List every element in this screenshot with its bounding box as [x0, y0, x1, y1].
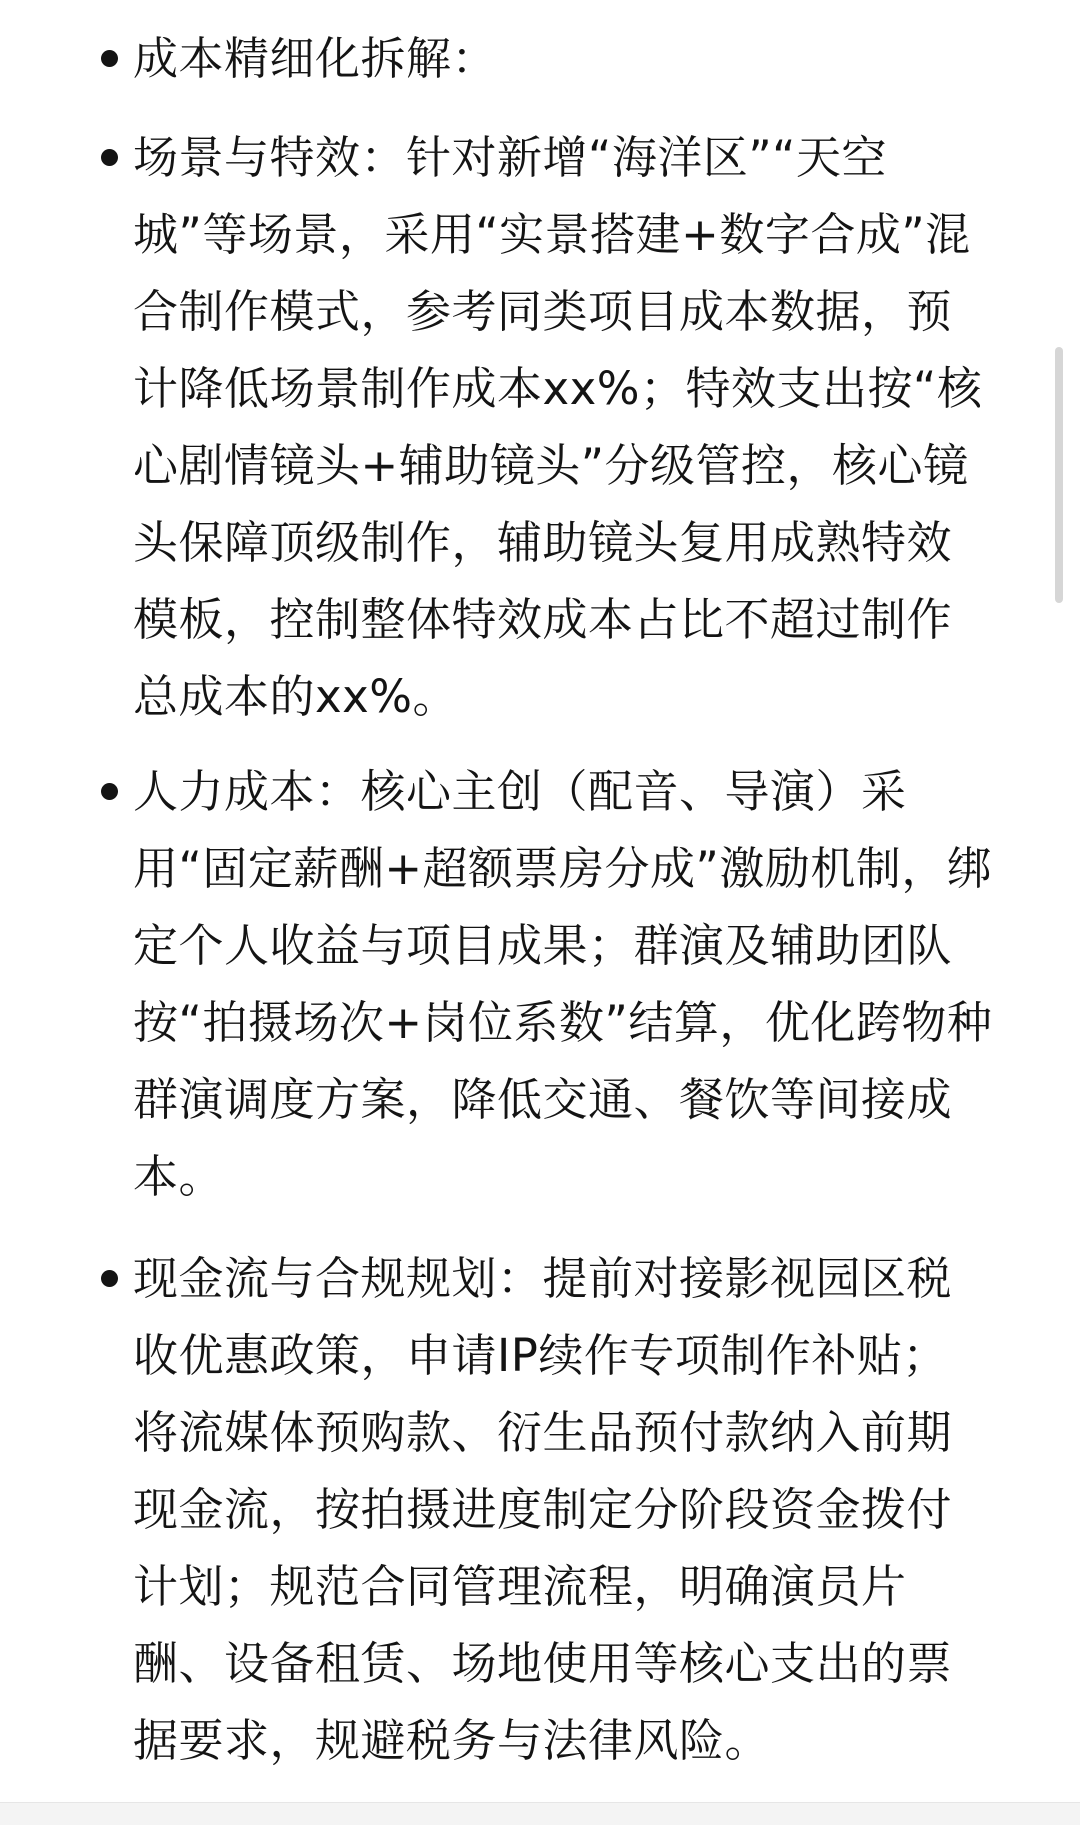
scrollbar-thumb[interactable] — [1055, 347, 1063, 603]
bullet-dot — [101, 149, 118, 166]
list-item-text: 现金流与合规规划：提前对接影视园区税收优惠政策，申请IP续作专项制作补贴；将流媒体预购款、衍生品预付款纳入前期现金流，按拍摄进度制定分阶段资金拨付计划；规范合同管理流程，明确演员片酬、设备租赁、场地使用等核心支出的票据要求，规避税务与法律风险。 — [133, 1252, 953, 1767]
list-item-text: 场景与特效：针对新增“海洋区”“天空城”等场景，采用“实景搭建+数字合成”混合制作模式，参考同类项目成本数据，预计降低场景制作成本xx%；特效支出按“核心剧情镜头+辅助镜头”分级管控，核心镜头保障顶级制作，辅助镜头复用成熟特效模板，控制整体特效成本占比不超过制作总成本的xx%。 — [133, 131, 983, 723]
list-item-text: 人力成本：核心主创（配音、导演）采用“固定薪酬+超额票房分成”激励机制，绑定个人收益与项目成果；群演及辅助团队按“拍摄场次+岗位系数”结算，优化跨物种群演调度方案，降低交通、餐饮等间接成本。 — [133, 765, 993, 1203]
bottom-bar — [0, 1802, 1080, 1825]
bullet-dot — [101, 783, 118, 800]
bullet-dot — [101, 50, 118, 67]
list-item-text: 成本精细化拆解： — [133, 32, 498, 85]
bullet-dot — [101, 1270, 118, 1287]
